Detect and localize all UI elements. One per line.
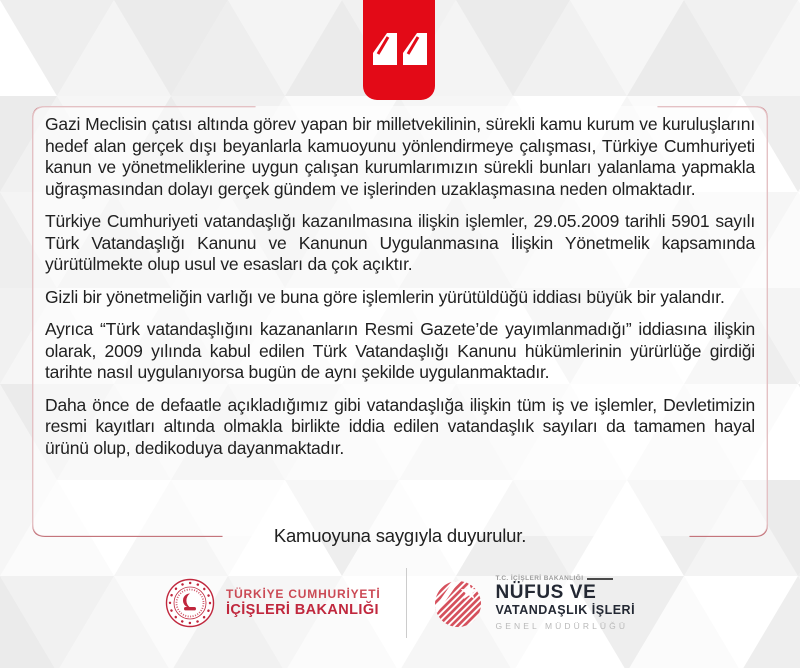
ministry-emblem-icon (165, 578, 215, 628)
statement-paragraph-4: Ayrıca “Türk vatandaşlığını kazananların Resmi Gazete’de yayımlanmadığı” iddiasına ilişkin olarak, 2009 yılında kabul edilen Türk Vatandaşlığı Kanunu hükümlerinin yürürlüğe girdiği tarihte nasıl uygulanıyorsa bugün de aynı şekilde uygulanmaktadır. (45, 319, 755, 382)
ministry-logo-line1: TÜRKİYE CUMHURİYETİ (225, 587, 381, 602)
footer-logos (0, 564, 800, 642)
statement-paragraph-5: Daha önce de defaatle açıkladığımız gibi vatandaşlığa ilişkin tüm iş ve işlemler, Devletimizin resmi kayıtları altında olmakla birlikte iddia edilen vatandaşlık sayıları da tamamen hayal ürünü olup, dedikoduya dayanmaktadır. (45, 394, 755, 458)
directorate-ministry-line (495, 575, 635, 582)
quote-badge (363, 0, 435, 100)
opening-quote-icon (372, 33, 428, 67)
closing-line: Kamuoyuna saygıyla duyurulur. (273, 525, 527, 546)
mini-divider-line (587, 578, 613, 580)
interior-ministry-logo (165, 578, 381, 628)
ministry-logo-text (226, 587, 381, 618)
population-directorate-logo (433, 575, 635, 631)
statement-paragraph-1: Gazi Meclisin çatısı altında görev yapan bir milletvekilinin, sürekli kamu kurum ve kuruluşlarını hedef alan gerçek dışı beyanlarla kamuoyunu yönlendirmeye çalışması, Türkiye Cumhuriyeti kanun ve yönetmeliklerine uygun çalışan kurumlarımızın sürekli bunları yalanlama yapmakla uğraşmasından dolayı gerçek gündem ve işlerinden uzaklaşmasına neden olmaktadır. (45, 114, 755, 199)
directorate-title-line2: VATANDAŞLIK İŞLERİ (495, 603, 636, 618)
directorate-ministry-small: T.C. İÇİŞLERİ BAKANLIĞI (495, 575, 584, 583)
directorate-title-line1: NÜFUS VE (495, 582, 597, 604)
statement-text-block (32, 106, 768, 536)
footer-divider (406, 568, 407, 638)
directorate-logo-text (495, 575, 635, 631)
directorate-subtitle: GENEL MÜDÜRLÜĞÜ (495, 620, 629, 631)
ministry-logo-line2: İÇİŞLERİ BAKANLIĞI (225, 601, 379, 618)
statement-paragraph-3: Gizli bir yönetmeliğin varlığı ve buna göre işlemlerin yürütüldüğü iddiası büyük bir yalandır. (45, 286, 725, 307)
globe-star-icon (433, 577, 485, 629)
statement-paragraph-2: Türkiye Cumhuriyeti vatandaşlığı kazanılmasına ilişkin işlemler, 29.05.2009 tarihli 5901 sayılı Türk Vatandaşlığı Kanunu ve Kanunun Uygulanmasına İlişkin Yönetmelik kapsamında yürütülmekte olup usul ve esasları da çok açıktır. (45, 211, 755, 274)
